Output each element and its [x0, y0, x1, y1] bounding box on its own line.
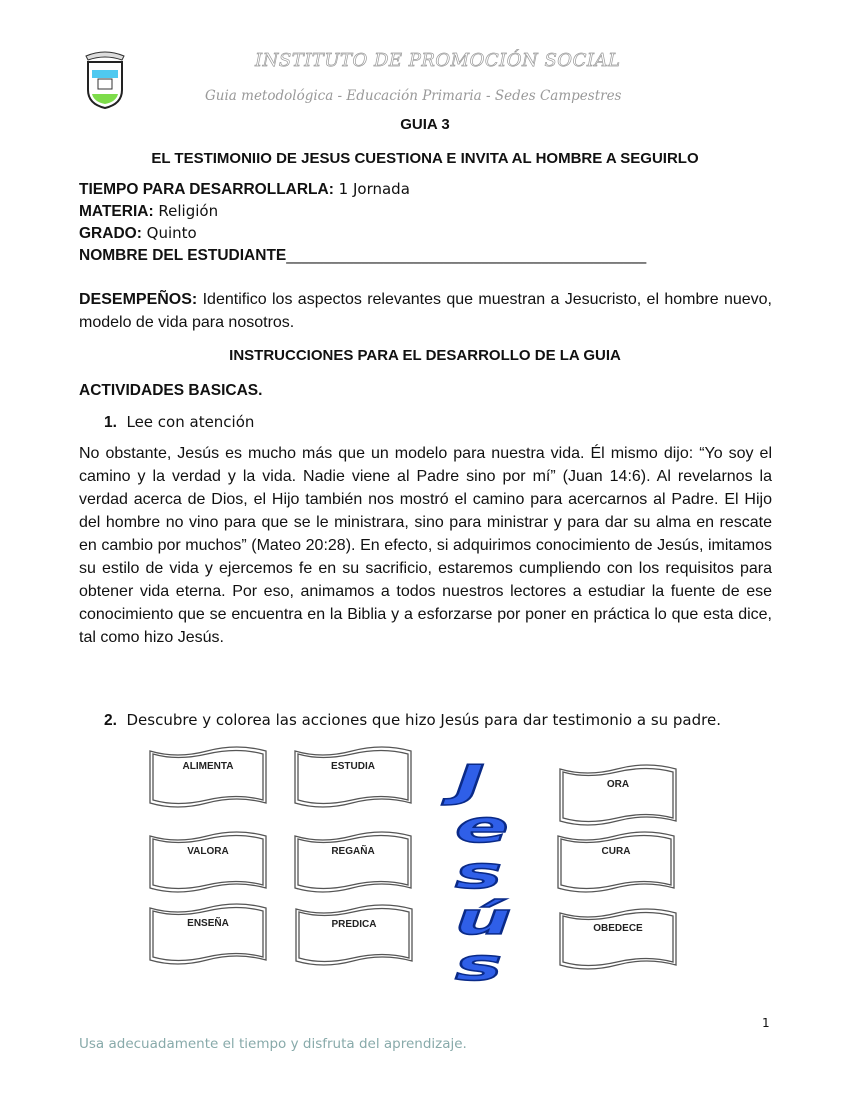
activities-title	[79, 381, 262, 400]
step-2-number: 2.	[104, 712, 117, 729]
banner-label: VALORA	[187, 846, 229, 857]
banner-ensena[interactable]	[147, 902, 269, 966]
banner-label: ESTUDIA	[331, 761, 375, 772]
jesus-letter-s: s	[455, 940, 503, 991]
banner-label: CURA	[601, 846, 631, 857]
header-subtitle: Guia metodológica - Educación Primaria - Sedes Campestres	[205, 88, 622, 104]
banner-ora[interactable]	[557, 763, 679, 827]
banner-cura[interactable]	[555, 830, 677, 894]
subject-row	[79, 202, 218, 221]
performance-label: DESEMPEÑOS:	[79, 291, 198, 308]
grade-row	[79, 224, 197, 243]
banner-label: ENSEÑA	[187, 918, 229, 929]
banner-shape	[292, 745, 414, 809]
performance-text: Identifico los aspectos relevantes que muestran a Jesucristo, el hombre nuevo, modelo de vida para nosotros.	[79, 291, 772, 331]
banner-alimenta[interactable]	[147, 745, 269, 809]
grade-value: Quinto	[146, 224, 197, 242]
banner-shape	[147, 830, 269, 894]
step-1-number: 1.	[104, 414, 117, 431]
banner-label: PREDICA	[331, 919, 377, 930]
school-crest-logo	[82, 50, 128, 110]
step-2	[104, 711, 721, 730]
banner-label: ORA	[606, 779, 630, 790]
jesus-letter-e: e	[455, 802, 509, 853]
reading-paragraph: No obstante, Jesús es mucho más que un modelo para nuestra vida. Él mismo dijo: “Yo soy el camino y la verdad y la vida. Nadie viene al Padre sino por mí” (Juan 14:6). Al revelarnos la verdad acerca de Dios, el Hijo también nos mostró el camino para acercarnos al Padre. El Hijo del hombre no vino para que se le ministrara, sino para ministrar y para dar su alma en rescate en cambio por muchos” (Mateo 20:28). En efecto, si adquirimos conocimiento de Jesús, imitamos su estilo de vida y ejercemos fe en su sacrificio, estaremos cumpliendo con los requisitos para obtener vida eterna. Por eso, animamos a todos nuestros lectores a estudiar la fuente de ese conocimiento que se encuentra en la Biblia y a esforzarse por poner en práctica lo que esta dice, tal como hizo Jesús.	[79, 445, 772, 646]
guide-number: GUIA 3	[400, 116, 450, 133]
banner-label: REGAÑA	[331, 846, 375, 857]
banner-shape	[555, 830, 677, 894]
banner-label: OBEDECE	[593, 923, 643, 934]
subject-value: Religión	[158, 202, 219, 220]
page-number: 1	[762, 1016, 770, 1030]
banner-regana[interactable]	[292, 830, 414, 894]
step-1-text: Lee con atención	[126, 413, 255, 431]
activities-title-text: ACTIVIDADES BASICAS.	[79, 382, 263, 399]
time-value: 1 Jornada	[338, 180, 410, 198]
banner-predica[interactable]	[293, 903, 415, 967]
subject-label: MATERIA:	[79, 203, 154, 220]
jesus-letter-s: s	[455, 848, 503, 899]
banner-shape	[147, 745, 269, 809]
step-1	[104, 413, 254, 432]
jesus-letter-u-accent: ú	[455, 894, 512, 945]
student-label: NOMBRE DEL ESTUDIANTE	[79, 247, 287, 264]
banner-shape	[557, 763, 679, 827]
banner-shape	[557, 907, 679, 971]
performance-paragraph	[79, 288, 772, 334]
instructions-title: INSTRUCCIONES PARA EL DESARROLLO DE LA GUIA	[229, 347, 621, 364]
guide-title: EL TESTIMONIIO DE JESUS CUESTIONA E INVITA AL HOMBRE A SEGUIRLO	[151, 150, 699, 167]
banner-valora[interactable]	[147, 830, 269, 894]
student-name-blank[interactable]: ________________________________________________	[286, 246, 647, 264]
grade-label: GRADO:	[79, 225, 142, 242]
step-2-text: Descubre y colorea las acciones que hizo Jesús para dar testimonio a su padre.	[126, 711, 721, 729]
time-label: TIEMPO PARA DESARROLLARLA:	[79, 181, 334, 198]
banner-obedece[interactable]	[557, 907, 679, 971]
banner-estudia[interactable]	[292, 745, 414, 809]
jesus-letter-j: J	[455, 756, 485, 807]
banner-shape	[293, 903, 415, 967]
student-row	[79, 246, 646, 265]
footer-motto: Usa adecuadamente el tiempo y disfruta del aprendizaje.	[79, 1036, 467, 1052]
banner-shape	[292, 830, 414, 894]
institution-name: INSTITUTO DE PROMOCIÓN SOCIAL	[255, 50, 621, 71]
banner-shape	[147, 902, 269, 966]
time-row	[79, 180, 410, 199]
banner-label: ALIMENTA	[182, 761, 234, 772]
